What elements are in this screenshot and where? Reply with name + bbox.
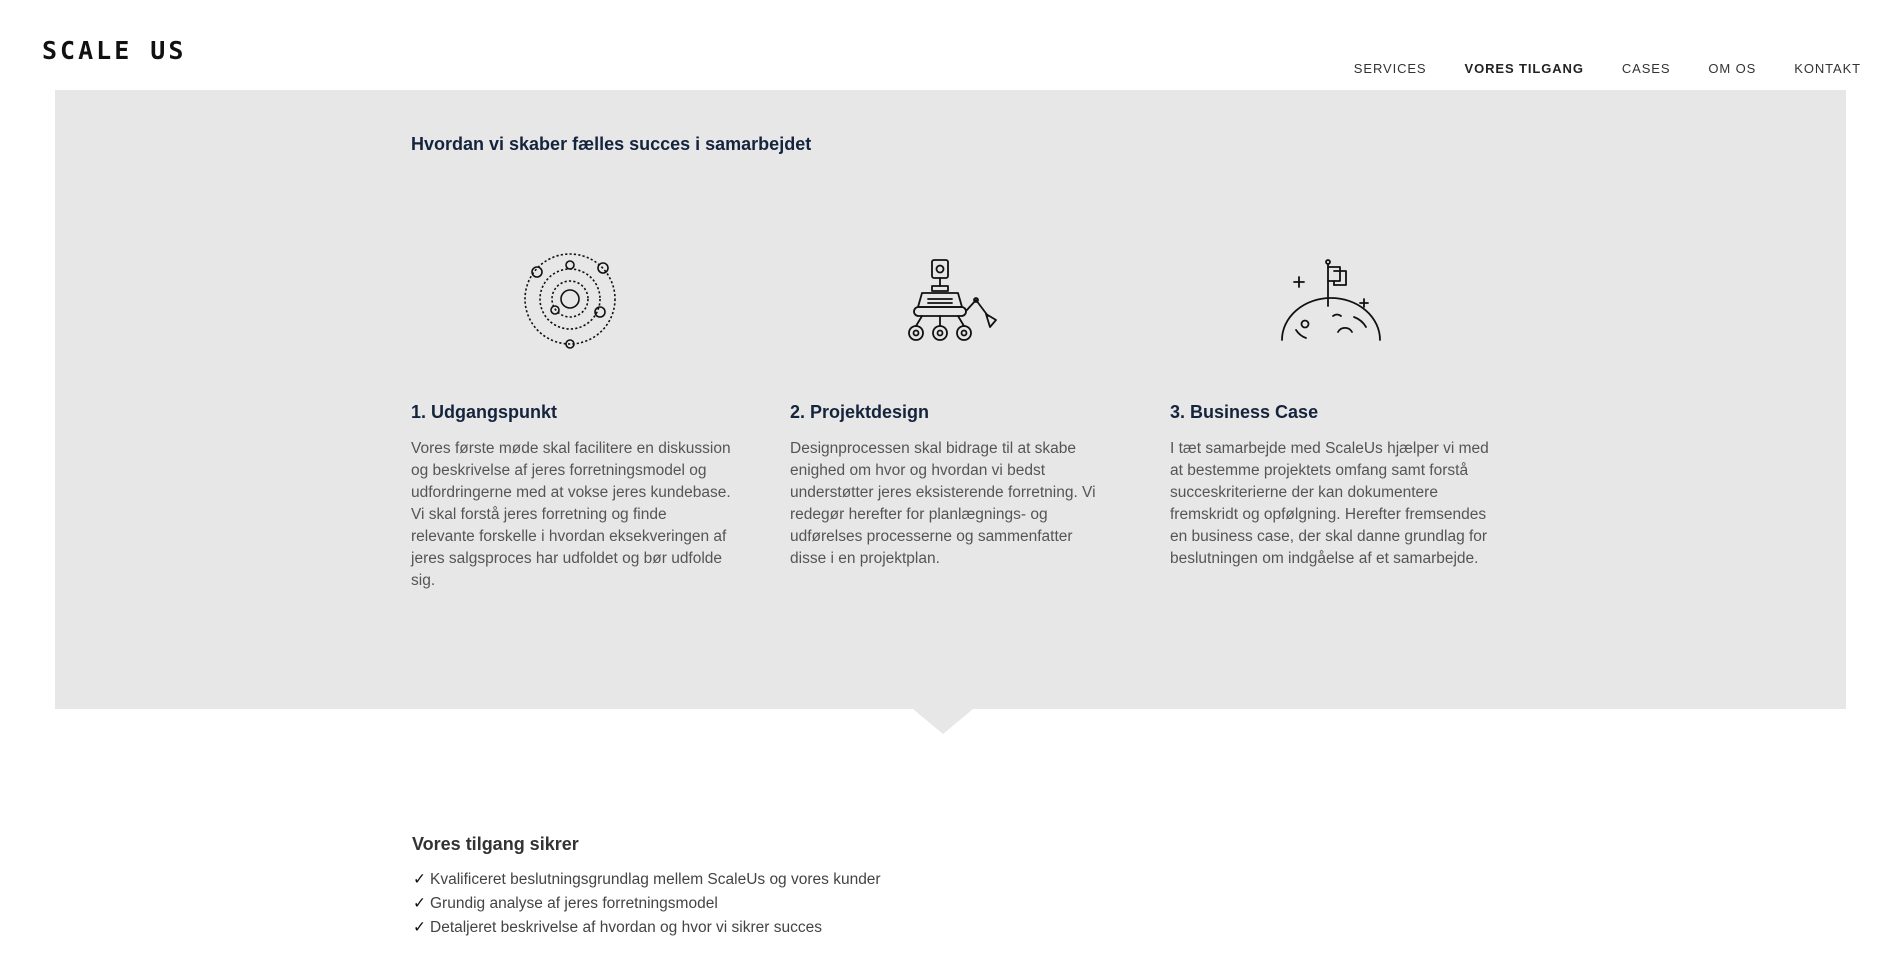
- checkmark-icon: ✓: [413, 895, 426, 912]
- checkmark-icon: ✓: [413, 919, 426, 936]
- checkmark-icon: ✓: [413, 871, 426, 888]
- step-2-text: Designprocessen skal bidrage til at skabe enighed om hvor og hvordan vi bedst understøtter jeres eksisterende forretning. Vi redegør herefter for planlægnings- og udførelses processerne og sammenfatter disse i en projektplan.: [790, 440, 1096, 567]
- step-1-text: Vores første møde skal facilitere en diskussion og beskrivelse af jeres forretningsmodel og udfordringerne med at vokse jeres kundebase. Vi skal forstå jeres forretning og finde relevante forskelle i hvordan eksekveringen af jeres salgsproces har udfoldet og bør udfolde sig.: [411, 440, 731, 589]
- process-title: Hvordan vi skaber fælles succes i samarbejdet: [411, 134, 812, 154]
- step-1-title: 1. Udgangspunkt: [411, 402, 558, 422]
- step-3-text: I tæt samarbejde med ScaleUs hjælper vi med at bestemme projektets omfang samt forstå succeskriterierne der kan dokumentere fremskridt og opfølgning. Herefter fremsendes en business case, der skal danne grundlag for beslutningen om indgåelse af et samarbejde.: [1170, 440, 1489, 567]
- benefits-list: [413, 868, 881, 940]
- solar-system-icon: [515, 240, 625, 350]
- nav-cases[interactable]: CASES: [1621, 61, 1671, 76]
- benefits-title: Vores tilgang sikrer: [412, 834, 579, 854]
- step-3-title: 3. Business Case: [1170, 402, 1319, 422]
- nav-vores-tilgang[interactable]: VORES TILGANG: [1464, 61, 1584, 76]
- step-2-title: 2. Projektdesign: [790, 402, 930, 422]
- benefit-text: Kvalificeret beslutningsgrundlag mellem ScaleUs og vores kunder: [430, 871, 881, 888]
- list-item: [413, 892, 881, 916]
- benefit-text: Grundig analyse af jeres forretningsmodel: [430, 895, 718, 912]
- benefit-text: Detaljeret beskrivelse af hvordan og hvor vi sikrer succes: [430, 919, 822, 936]
- planet-flag-icon: [1276, 240, 1386, 350]
- nav-services[interactable]: SERVICES: [1353, 61, 1427, 76]
- list-item: [413, 868, 881, 892]
- main-nav: [1354, 61, 1861, 76]
- process-section: [55, 90, 1846, 709]
- rover-icon: [896, 240, 1006, 350]
- section-pointer: [913, 709, 973, 734]
- logo[interactable]: SCALE US: [42, 36, 187, 65]
- nav-kontakt[interactable]: KONTAKT: [1794, 61, 1861, 76]
- nav-om-os[interactable]: OM OS: [1708, 61, 1757, 76]
- list-item: [413, 916, 881, 940]
